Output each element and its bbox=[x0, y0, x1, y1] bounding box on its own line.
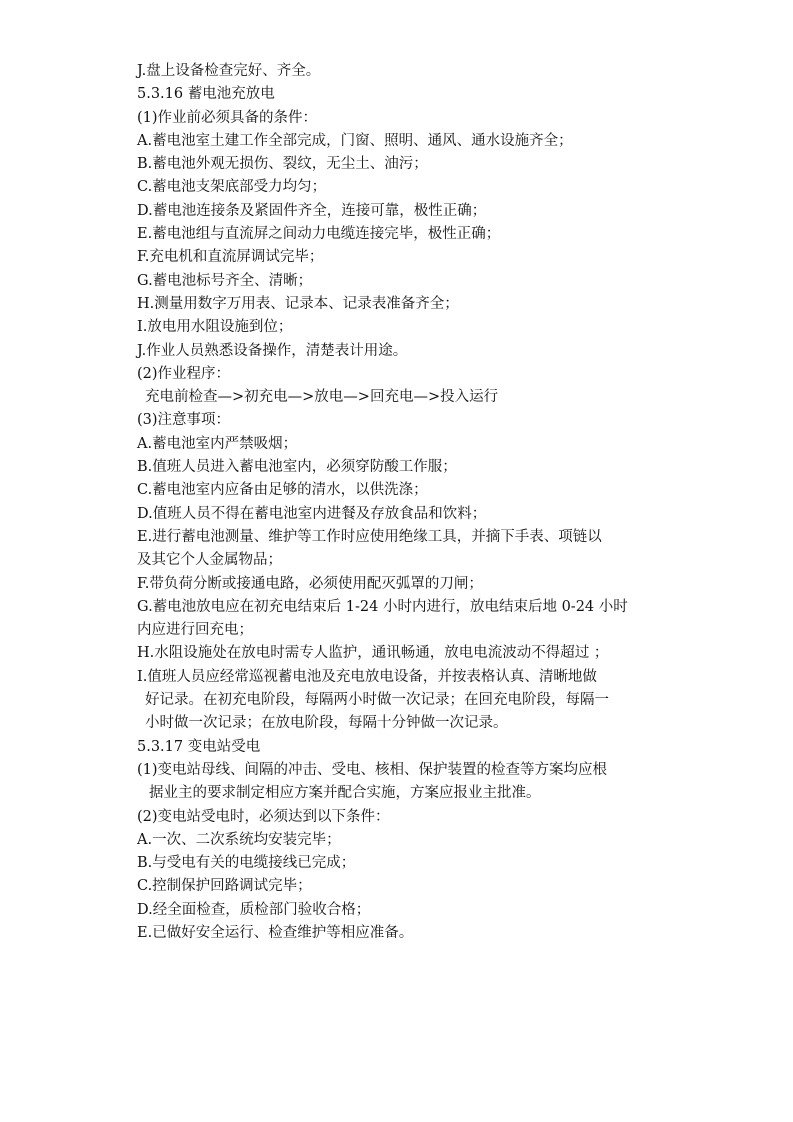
document-body bbox=[137, 60, 662, 945]
text-line: 小时做一次记录；在放电阶段，每隔十分钟做一次记录。 bbox=[145, 715, 508, 732]
text-line: 内应进行回充电； bbox=[137, 622, 253, 639]
text-line: (1)变电站母线、间隔的冲击、受电、核相、保护装置的检查等方案均应根 bbox=[137, 761, 608, 778]
text-line: A.蓄电池室内严禁吸烟； bbox=[137, 435, 298, 452]
text-line: D.经全面检查，质检部门验收合格； bbox=[137, 901, 371, 918]
text-line: F.充电机和直流屏调试完毕； bbox=[137, 249, 324, 266]
text-line: F.带负荷分断或接通电路，必须使用配灭弧罩的刀闸； bbox=[137, 575, 483, 592]
text-line: I.值班人员应经常巡视蓄电池及充电放电设备，并按表格认真、清晰地做 bbox=[137, 668, 597, 685]
text-line: D.值班人员不得在蓄电池室内进餐及存放食品和饮料； bbox=[137, 505, 487, 522]
text-line: 据业主的要求制定相应方案并配合实施，方案应报业主批准。 bbox=[149, 785, 541, 802]
text-line: 好记录。在初充电阶段，每隔两小时做一次记录；在回充电阶段，每隔一 bbox=[145, 692, 609, 709]
text-line: B.蓄电池外观无损伤、裂纹，无尘土、油污； bbox=[137, 156, 428, 173]
text-line: I.放电用水阻设施到位； bbox=[137, 319, 293, 336]
text-line: J.作业人员熟悉设备操作，清楚表计用途。 bbox=[137, 342, 408, 359]
text-line: H.测量用数字万用表、记录本、记录表准备齐全； bbox=[137, 295, 459, 312]
text-line: G.蓄电池放电应在初充电结束后 1-24 小时内进行，放电结束后地 0-24 小时 bbox=[137, 598, 628, 615]
text-line: A.蓄电池室土建工作全部完成，门窗、照明、通风、通水设施齐全； bbox=[137, 132, 573, 149]
text-line: 充电前检查—>初充电—>放电—>回充电—>投入运行 bbox=[145, 389, 499, 406]
text-line: 及其它个人金属物品； bbox=[137, 552, 282, 569]
text-line: G.蓄电池标号齐全、清晰； bbox=[137, 272, 313, 289]
text-line: C.控制保护回路调试完毕； bbox=[137, 878, 312, 895]
text-line: H.水阻设施处在放电时需专人监护，通讯畅通，放电电流波动不得超过 ； bbox=[137, 645, 609, 662]
text-line: B.值班人员进入蓄电池室内，必须穿防酸工作服； bbox=[137, 459, 457, 476]
text-line: 5.3.17 变电站受电 bbox=[137, 738, 261, 755]
text-line: E.进行蓄电池测量、维护等工作时应使用绝缘工具，并摘下手表、项链以 bbox=[137, 528, 602, 545]
text-line: 5.3.16 蓄电池充放电 bbox=[137, 86, 275, 103]
text-line: A.一次、二次系统均安装完毕； bbox=[137, 831, 341, 848]
text-line: (2)变电站受电时，必须达到以下条件： bbox=[137, 808, 390, 825]
text-line: (3)注意事项： bbox=[137, 412, 231, 429]
text-line: B.与受电有关的电缆接线已完成； bbox=[137, 855, 356, 872]
text-line: (2)作业程序： bbox=[137, 365, 231, 382]
text-line: E.蓄电池组与直流屏之间动力电缆连接完毕，极性正确； bbox=[137, 226, 501, 243]
text-line: (1)作业前必须具备的条件： bbox=[137, 109, 318, 126]
text-line: C.蓄电池室内应备由足够的清水，以供洗涤； bbox=[137, 482, 428, 499]
text-line: C.蓄电池支架底部受力均匀； bbox=[137, 179, 327, 196]
text-line: E.已做好安全运行、检查维护等相应准备。 bbox=[137, 924, 414, 941]
text-line: J.盘上设备检查完好、齐全。 bbox=[137, 63, 321, 79]
text-line: D.蓄电池连接条及紧固件齐全，连接可靠，极性正确； bbox=[137, 202, 487, 219]
